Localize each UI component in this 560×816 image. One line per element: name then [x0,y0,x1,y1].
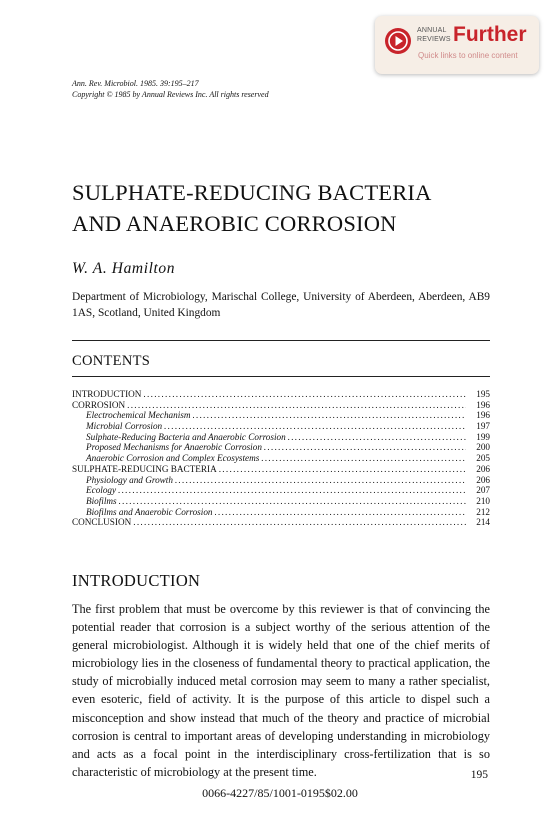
toc-entry-label: SULPHATE-REDUCING BACTERIA [72,463,217,474]
toc-entry-page: 212 [476,506,490,517]
toc-entry-page: 195 [476,389,490,399]
toc-entry-label: INTRODUCTION [72,389,142,399]
toc-dot-leader [118,485,466,496]
toc-entry-page: 214 [476,517,490,528]
badge-annual-label: ANNUAL [417,27,447,34]
title-line-2: AND ANAEROBIC CORROSION [72,211,397,236]
toc-dot-leader [261,453,466,464]
badge-further-label: Further [453,23,527,46]
toc-dot-leader [143,389,466,400]
toc-entry-page: 206 [476,463,490,474]
badge-reviews-label: REVIEWS [417,36,451,43]
toc-entry[interactable] [72,421,490,432]
toc-entry-label: CONCLUSION [72,517,132,528]
toc-entry-page: 207 [476,485,490,496]
journal-citation: Ann. Rev. Microbiol. 1985. 39:195–217 [72,79,199,88]
toc-entry[interactable] [72,507,490,518]
badge-tagline: Quick links to online content [418,51,518,60]
section-heading: INTRODUCTION [72,571,201,590]
contents-top-rule [72,340,490,341]
toc-entry-label: Anaerobic Corrosion and Complex Ecosystems [86,453,260,464]
author-affiliation: Department of Microbiology, Marischal College, University of Aberdeen, Aberdeen, AB9 1AS, Scotland, United Kingdom [72,291,490,319]
toc-entry[interactable] [72,485,490,496]
contents-heading: CONTENTS [72,353,151,369]
toc-entry-page: 196 [476,410,490,421]
toc-entry-label: Microbial Corrosion [86,421,163,432]
article-title [72,177,432,239]
toc-dot-leader [215,507,466,518]
toc-dot-leader [288,432,466,443]
toc-entry[interactable] [72,453,490,464]
toc-entry-label: Biofilms and Anaerobic Corrosion [86,506,213,517]
footer-code: 0066-4227/85/1001-0195$02.00 [202,786,358,800]
toc-entry[interactable] [72,410,490,421]
toc-entry[interactable] [72,432,490,443]
toc-entry[interactable] [72,442,490,453]
toc-entry-label: CORROSION [72,399,126,410]
toc-entry[interactable] [72,400,490,411]
toc-dot-leader [193,410,466,421]
toc-dot-leader [119,496,466,507]
toc-entry-label: Physiology and Growth [86,474,173,485]
title-line-1: SULPHATE-REDUCING BACTERIA [72,180,432,205]
toc-entry-page: 197 [476,421,490,432]
page-number: 195 [470,769,488,781]
toc-dot-leader [219,464,466,475]
toc-entry[interactable] [72,475,490,486]
copyright-line: Copyright © 1985 by Annual Reviews Inc. All rights reserved [72,90,269,99]
toc-entry-page: 199 [476,431,490,442]
toc-entry-label: Proposed Mechanisms for Anaerobic Corrosion [86,442,262,453]
toc-dot-leader [264,442,466,453]
toc-dot-leader [175,475,466,486]
toc-entry-label: Ecology [86,485,117,496]
toc-entry[interactable] [72,517,490,528]
toc-dot-leader [164,421,466,432]
toc-entry-page: 206 [476,474,490,485]
toc-entry-page: 205 [476,453,490,464]
toc-entry-label: Biofilms [86,495,117,506]
contents-heading-rule [72,376,490,377]
toc-entry[interactable] [72,389,490,400]
toc-entry[interactable] [72,464,490,475]
toc-entry[interactable] [72,496,490,507]
toc-dot-leader [133,517,466,528]
author-name: W. A. Hamilton [72,260,176,277]
toc-dot-leader [127,400,466,411]
play-circle-icon [384,27,412,55]
toc-entry-label: Electrochemical Mechanism [86,410,191,421]
annual-reviews-further-badge[interactable] [375,16,539,74]
toc-entry-page: 210 [476,495,490,506]
toc-entry-page: 200 [476,442,490,453]
toc-entry-label: Sulphate-Reducing Bacteria and Anaerobic Corrosion [86,431,286,442]
body-paragraph: The first problem that must be overcome by this reviewer is that of convincing the potential reader that corrosion is a subject worthy of the serious attention of the general microbiologist. Although it is widely held that one of the chief merits of microbiology lies in the closeness of fundamental theory to practical application, the study of microbially induced metal corrosion may seem to many a rather specialist, even esoteric, field of activity. It is the purpose of this article to dispel such a misconception and show instead that much of the theory and practice of microbial corrosion is central to important areas of developing understanding in microbiology and acts as a focal point in the interdisciplinary cross-fertilization that is so characteristic of microbiology at the present time. [72,602,490,779]
toc-entry-page: 196 [476,399,490,410]
table-of-contents [72,389,490,528]
